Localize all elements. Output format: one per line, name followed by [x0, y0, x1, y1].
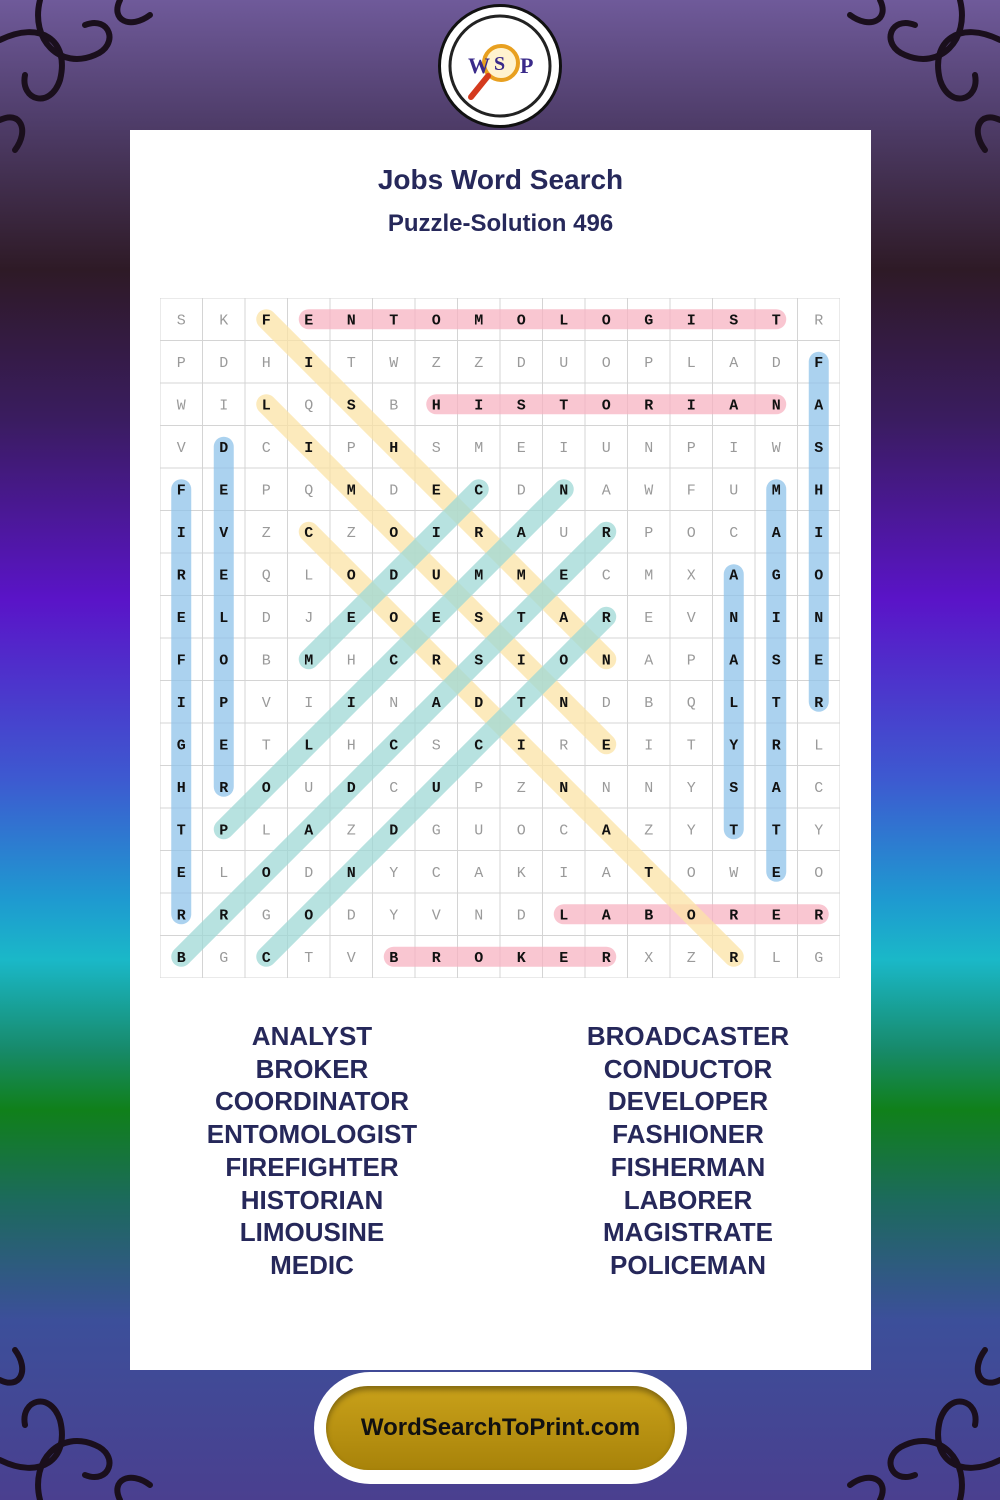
grid-cell-letter[interactable]: M: [474, 567, 484, 585]
grid-cell-letter[interactable]: C: [474, 482, 484, 500]
grid-cell-letter[interactable]: S: [431, 737, 441, 755]
grid-cell-letter[interactable]: S: [516, 397, 526, 415]
grid-cell-letter[interactable]: E: [559, 949, 569, 967]
page-subtitle: Puzzle-Solution 496: [387, 210, 614, 237]
grid-cell-letter[interactable]: H: [176, 779, 186, 797]
grid-cell-letter[interactable]: T: [771, 694, 781, 712]
grid-cell-letter[interactable]: B: [644, 907, 654, 925]
grid-cell-letter[interactable]: D: [516, 354, 526, 372]
grid-cell-letter[interactable]: I: [304, 439, 314, 457]
grid-cell-letter[interactable]: E: [814, 652, 824, 670]
grid-cell-letter[interactable]: I: [176, 524, 186, 542]
grid-cell-letter[interactable]: V: [431, 907, 441, 925]
grid-cell-letter[interactable]: N: [601, 779, 611, 797]
grid-cell-letter[interactable]: R: [601, 524, 611, 542]
grid-cell-letter[interactable]: L: [771, 949, 781, 967]
grid-cell-letter[interactable]: N: [644, 779, 654, 797]
grid-cell-letter[interactable]: A: [729, 567, 739, 585]
grid-cell-letter[interactable]: I: [304, 354, 314, 372]
grid-cell-letter[interactable]: Z: [474, 354, 484, 372]
grid-cell-letter[interactable]: E: [601, 737, 611, 755]
grid-cell-letter[interactable]: P: [474, 779, 484, 797]
grid-cell-letter[interactable]: E: [644, 609, 654, 627]
word-list-item: LIMOUSINE: [239, 1217, 385, 1248]
grid-cell-letter[interactable]: A: [771, 779, 781, 797]
grid-cell-letter[interactable]: O: [686, 907, 696, 925]
grid-cell-letter[interactable]: A: [601, 482, 611, 500]
grid-cell-letter[interactable]: I: [304, 694, 314, 712]
grid-cell-letter[interactable]: V: [346, 949, 356, 967]
wsp-logo-graphic: [441, 7, 559, 125]
grid-cell-letter[interactable]: X: [644, 949, 654, 967]
grid-cell-letter[interactable]: A: [516, 524, 526, 542]
grid-cell-letter[interactable]: O: [389, 609, 399, 627]
grid-cell-letter[interactable]: O: [601, 397, 611, 415]
grid-cell-letter[interactable]: D: [771, 354, 781, 372]
grid-cell-letter[interactable]: T: [686, 737, 696, 755]
grid-cell-letter[interactable]: E: [431, 482, 441, 500]
grid-cell-letter[interactable]: I: [176, 694, 186, 712]
word-list-item: LABORER: [623, 1184, 753, 1215]
grid-cell-letter[interactable]: D: [304, 864, 314, 882]
grid-cell-letter[interactable]: C: [261, 949, 271, 967]
grid-cell-letter[interactable]: S: [176, 312, 186, 330]
grid-cell-letter[interactable]: Z: [346, 524, 356, 542]
grid-cell-letter[interactable]: C: [729, 524, 739, 542]
grid-cell-letter[interactable]: N: [559, 779, 569, 797]
grid-cell-letter[interactable]: M: [474, 439, 484, 457]
grid-cell-letter[interactable]: V: [261, 694, 271, 712]
grid-cell-letter[interactable]: Q: [304, 397, 314, 415]
grid-cell-letter[interactable]: L: [814, 737, 824, 755]
grid-cell-letter[interactable]: T: [304, 949, 314, 967]
grid-cell-letter[interactable]: I: [686, 312, 696, 330]
grid-cell-letter[interactable]: I: [814, 524, 824, 542]
grid-cell-letter[interactable]: A: [814, 397, 824, 415]
grid-cell-letter[interactable]: N: [644, 439, 654, 457]
grid-cell-letter[interactable]: L: [304, 737, 314, 755]
grid-cell-letter[interactable]: H: [346, 652, 356, 670]
grid-cell-letter[interactable]: N: [389, 694, 399, 712]
grid-cell-letter[interactable]: U: [559, 524, 569, 542]
grid-cell-letter[interactable]: P: [219, 822, 229, 840]
grid-cell-letter[interactable]: D: [601, 694, 611, 712]
grid-cell-letter[interactable]: D: [389, 567, 399, 585]
grid-cell-letter[interactable]: I: [516, 737, 526, 755]
grid-cell-letter[interactable]: C: [474, 737, 484, 755]
grid-cell-letter[interactable]: H: [346, 737, 356, 755]
grid-cell-letter[interactable]: D: [389, 822, 399, 840]
grid-cell-letter[interactable]: G: [261, 907, 271, 925]
grid-cell-letter[interactable]: O: [601, 354, 611, 372]
grid-cell-letter[interactable]: Z: [644, 822, 654, 840]
grid-cell-letter[interactable]: T: [771, 312, 781, 330]
grid-cell-letter[interactable]: S: [814, 439, 824, 457]
grid-cell-letter[interactable]: D: [346, 907, 356, 925]
grid-cell-letter[interactable]: H: [261, 354, 271, 372]
grid-cell-letter[interactable]: D: [516, 907, 526, 925]
grid-cell-letter[interactable]: U: [474, 822, 484, 840]
grid-cell-letter[interactable]: E: [431, 609, 441, 627]
grid-cell-letter[interactable]: I: [474, 397, 484, 415]
grid-cell-letter[interactable]: C: [261, 439, 271, 457]
grid-cell-letter[interactable]: N: [559, 694, 569, 712]
grid-cell-letter[interactable]: B: [389, 949, 399, 967]
grid-cell-letter[interactable]: G: [644, 312, 654, 330]
grid-cell-letter[interactable]: C: [559, 822, 569, 840]
grid-cell-letter[interactable]: I: [559, 864, 569, 882]
grid-cell-letter[interactable]: E: [219, 567, 229, 585]
word-list-item: DEVELOPER: [607, 1086, 769, 1117]
grid-cell-letter[interactable]: R: [601, 609, 611, 627]
grid-cell-letter[interactable]: A: [729, 652, 739, 670]
grid-cell-letter[interactable]: L: [219, 864, 229, 882]
grid-cell-letter[interactable]: D: [516, 482, 526, 500]
grid-cell-letter[interactable]: F: [261, 312, 271, 330]
grid-cell-letter[interactable]: E: [219, 482, 229, 500]
grid-cell-letter[interactable]: G: [771, 567, 781, 585]
grid-cell-letter[interactable]: E: [176, 864, 186, 882]
logo-letter-p: P: [520, 53, 534, 78]
grid-cell-letter[interactable]: C: [389, 779, 399, 797]
grid-cell-letter[interactable]: H: [389, 439, 399, 457]
grid-cell-letter[interactable]: M: [304, 652, 314, 670]
footer-badge: [314, 1372, 687, 1484]
grid-cell-letter[interactable]: P: [219, 694, 229, 712]
word-list-right: [518, 1020, 858, 1282]
grid-cell-letter[interactable]: M: [771, 482, 781, 500]
grid-cell-letter[interactable]: H: [814, 482, 824, 500]
grid-cell-letter[interactable]: L: [304, 567, 314, 585]
grid-cell-letter[interactable]: W: [644, 482, 654, 500]
grid-cell-letter[interactable]: T: [516, 694, 526, 712]
grid-cell-letter[interactable]: O: [389, 524, 399, 542]
grid-cell-letter[interactable]: I: [559, 439, 569, 457]
grid-cell-letter[interactable]: S: [431, 439, 441, 457]
word-list-item: HISTORIAN: [240, 1184, 384, 1215]
word-list-item: POLICEMAN: [610, 1249, 766, 1280]
grid-cell-letter[interactable]: W: [176, 397, 186, 415]
grid-cell-letter[interactable]: T: [516, 609, 526, 627]
grid-cell-letter[interactable]: P: [176, 354, 186, 372]
grid-cell-letter[interactable]: O: [346, 567, 356, 585]
grid-cell-letter[interactable]: U: [304, 779, 314, 797]
grid-cell-letter[interactable]: P: [686, 439, 696, 457]
grid-cell-letter[interactable]: D: [219, 439, 229, 457]
grid-cell-letter[interactable]: P: [686, 652, 696, 670]
grid-cell-letter[interactable]: A: [304, 822, 314, 840]
grid-cell-letter[interactable]: O: [474, 949, 484, 967]
grid-cell-letter[interactable]: D: [346, 779, 356, 797]
wsp-logo[interactable]: [438, 4, 562, 128]
grid-cell-letter[interactable]: R: [176, 907, 186, 925]
grid-cell-letter[interactable]: Z: [261, 524, 271, 542]
grid-cell-letter[interactable]: L: [219, 609, 229, 627]
grid-cell-letter[interactable]: D: [219, 354, 229, 372]
grid-cell-letter[interactable]: T: [559, 397, 569, 415]
grid-cell-letter[interactable]: A: [431, 694, 441, 712]
grid-cell-letter[interactable]: G: [176, 737, 186, 755]
word-list-item: MAGISTRATE: [603, 1217, 773, 1248]
grid-cell-letter[interactable]: R: [431, 652, 441, 670]
site-link[interactable]: WordSearchToPrint.com: [326, 1386, 675, 1470]
grid-cell-letter[interactable]: N: [346, 864, 356, 882]
grid-cell-letter[interactable]: B: [644, 694, 654, 712]
grid-cell-letter[interactable]: R: [601, 949, 611, 967]
grid-cell-letter[interactable]: I: [644, 737, 654, 755]
grid-cell-letter[interactable]: V: [219, 524, 229, 542]
grid-cell-letter[interactable]: E: [176, 609, 186, 627]
word-list-item: COORDINATOR: [214, 1086, 410, 1117]
grid-cell-letter[interactable]: M: [644, 567, 654, 585]
grid-cell-letter[interactable]: N: [601, 652, 611, 670]
grid-cell-letter[interactable]: A: [601, 864, 611, 882]
grid-cell-letter[interactable]: Z: [346, 822, 356, 840]
grid-cell-letter[interactable]: I: [346, 694, 356, 712]
word-list-item: ANALYST: [251, 1021, 373, 1051]
grid-cell-letter[interactable]: A: [729, 354, 739, 372]
grid-cell-letter[interactable]: Y: [814, 822, 824, 840]
grid-cell-letter[interactable]: Z: [431, 354, 441, 372]
grid-cell-letter[interactable]: R: [219, 907, 229, 925]
grid-cell-letter[interactable]: V: [686, 609, 696, 627]
grid-cell-letter[interactable]: C: [431, 864, 441, 882]
grid-cell-letter[interactable]: R: [559, 737, 569, 755]
grid-cell-letter[interactable]: C: [389, 737, 399, 755]
grid-cell-letter[interactable]: R: [814, 907, 824, 925]
grid-cell-letter[interactable]: S: [729, 312, 739, 330]
word-search-grid-svg: [160, 298, 840, 978]
grid-cell-letter[interactable]: Y: [729, 737, 739, 755]
grid-cell-letter[interactable]: Q: [686, 694, 696, 712]
grid-cell-letter[interactable]: N: [346, 312, 356, 330]
grid-cell-letter[interactable]: E: [346, 609, 356, 627]
grid-cell-letter[interactable]: O: [686, 864, 696, 882]
grid-cell-letter[interactable]: A: [559, 609, 569, 627]
grid-cell-letter[interactable]: T: [729, 822, 739, 840]
word-list-item: BROADCASTER: [586, 1021, 790, 1051]
grid-cell-letter[interactable]: T: [771, 822, 781, 840]
grid-cell-letter[interactable]: N: [559, 482, 569, 500]
grid-cell-letter[interactable]: T: [261, 737, 271, 755]
word-list-item: MEDIC: [270, 1249, 354, 1280]
grid-cell-letter[interactable]: I: [771, 609, 781, 627]
grid-cell-letter[interactable]: U: [431, 779, 441, 797]
grid-cell-letter[interactable]: F: [814, 354, 824, 372]
grid-cell-letter[interactable]: N: [474, 907, 484, 925]
grid-cell-letter[interactable]: B: [261, 652, 271, 670]
grid-cell-letter[interactable]: Z: [516, 779, 526, 797]
grid-cell-letter[interactable]: C: [304, 524, 314, 542]
grid-cell-letter[interactable]: T: [346, 354, 356, 372]
grid-cell-letter[interactable]: P: [644, 524, 654, 542]
grid-cell-letter[interactable]: E: [304, 312, 314, 330]
grid-cell-letter[interactable]: R: [771, 737, 781, 755]
word-search-grid[interactable]: [160, 298, 840, 978]
grid-cell-letter[interactable]: R: [219, 779, 229, 797]
grid-cell-letter[interactable]: O: [516, 822, 526, 840]
grid-cell-letter[interactable]: L: [559, 907, 569, 925]
grid-cell-letter[interactable]: C: [601, 567, 611, 585]
grid-cell-letter[interactable]: R: [814, 312, 824, 330]
grid-cell-letter[interactable]: H: [431, 397, 441, 415]
grid-cell-letter[interactable]: L: [559, 312, 569, 330]
grid-cell-letter[interactable]: O: [261, 779, 271, 797]
grid-cell-letter[interactable]: Q: [261, 567, 271, 585]
grid-cell-letter[interactable]: O: [814, 567, 824, 585]
grid-cell-letter[interactable]: C: [389, 652, 399, 670]
grid-cell-letter[interactable]: K: [516, 949, 526, 967]
grid-cell-letter[interactable]: R: [729, 949, 739, 967]
grid-cell-letter[interactable]: A: [771, 524, 781, 542]
grid-cell-letter[interactable]: O: [559, 652, 569, 670]
grid-cell-letter[interactable]: A: [474, 864, 484, 882]
grid-cell-letter[interactable]: R: [474, 524, 484, 542]
grid-cell-letter[interactable]: I: [431, 524, 441, 542]
grid-cell-letter[interactable]: M: [516, 567, 526, 585]
word-list-item: ENTOMOLOGIST: [206, 1119, 418, 1150]
grid-cell-letter[interactable]: O: [686, 524, 696, 542]
grid-cell-letter[interactable]: E: [771, 864, 781, 882]
logo-letter-w: W: [468, 53, 490, 78]
grid-cell-letter[interactable]: E: [771, 907, 781, 925]
grid-cell-letter[interactable]: R: [729, 907, 739, 925]
grid-cell-letter[interactable]: N: [771, 397, 781, 415]
grid-cell-letter[interactable]: S: [346, 397, 356, 415]
page-title: Jobs Word Search: [377, 164, 624, 195]
grid-cell-letter[interactable]: L: [729, 694, 739, 712]
grid-cell-letter[interactable]: I: [729, 439, 739, 457]
grid-cell-letter[interactable]: U: [431, 567, 441, 585]
grid-cell-letter[interactable]: E: [219, 737, 229, 755]
grid-cell-letter[interactable]: O: [304, 907, 314, 925]
grid-cell-letter[interactable]: R: [176, 567, 186, 585]
grid-cell-letter[interactable]: G: [431, 822, 441, 840]
word-list-item: FIREFIGHTER: [225, 1151, 399, 1182]
grid-cell-letter[interactable]: A: [729, 397, 739, 415]
grid-cell-letter[interactable]: W: [771, 439, 781, 457]
grid-cell-letter[interactable]: F: [176, 482, 186, 500]
grid-cell-letter[interactable]: C: [814, 779, 824, 797]
grid-cell-letter[interactable]: R: [814, 694, 824, 712]
grid-cell-letter[interactable]: T: [176, 822, 186, 840]
grid-cell-letter[interactable]: R: [644, 397, 654, 415]
grid-cell-letter[interactable]: M: [474, 312, 484, 330]
grid-cell-letter[interactable]: A: [601, 822, 611, 840]
grid-cell-letter[interactable]: U: [729, 482, 739, 500]
grid-cell-letter[interactable]: N: [814, 609, 824, 627]
grid-cell-letter[interactable]: Y: [686, 779, 696, 797]
grid-cell-letter[interactable]: E: [559, 567, 569, 585]
grid-cell-letter[interactable]: O: [814, 864, 824, 882]
grid-cell-letter[interactable]: N: [729, 609, 739, 627]
grid-cell-letter[interactable]: X: [686, 567, 696, 585]
grid-cell-letter[interactable]: F: [176, 652, 186, 670]
grid-cell-letter[interactable]: G: [814, 949, 824, 967]
grid-cell-letter[interactable]: O: [516, 312, 526, 330]
grid-cell-letter[interactable]: Y: [686, 822, 696, 840]
grid-cell-letter[interactable]: O: [601, 312, 611, 330]
grid-cell-letter[interactable]: M: [346, 482, 356, 500]
grid-cell-letter[interactable]: B: [389, 397, 399, 415]
logo-letter-s: S: [494, 53, 506, 75]
grid-cell-letter[interactable]: B: [176, 949, 186, 967]
grid-cell-letter[interactable]: D: [261, 609, 271, 627]
word-list-item: FISHERMAN: [610, 1151, 766, 1182]
word-list-item: BROKER: [255, 1053, 369, 1084]
grid-cell-letter[interactable]: U: [559, 354, 569, 372]
grid-cell-letter[interactable]: Y: [389, 907, 399, 925]
grid-cell-letter[interactable]: A: [644, 652, 654, 670]
grid-cell-letter[interactable]: S: [729, 779, 739, 797]
grid-cell-letter[interactable]: L: [686, 354, 696, 372]
grid-cell-letter[interactable]: J: [304, 609, 314, 627]
grid-cell-letter[interactable]: W: [729, 864, 739, 882]
grid-cell-letter[interactable]: R: [431, 949, 441, 967]
grid-cell-letter[interactable]: Z: [686, 949, 696, 967]
grid-cell-letter[interactable]: L: [261, 397, 271, 415]
grid-cell-letter[interactable]: I: [516, 652, 526, 670]
word-list-item: CONDUCTOR: [603, 1053, 773, 1084]
grid-cell-letter[interactable]: T: [644, 864, 654, 882]
grid-cell-letter[interactable]: S: [474, 609, 484, 627]
grid-cell-letter[interactable]: O: [431, 312, 441, 330]
grid-cell-letter[interactable]: G: [219, 949, 229, 967]
grid-cell-letter[interactable]: T: [389, 312, 399, 330]
grid-cell-letter[interactable]: W: [389, 354, 399, 372]
grid-cell-letter[interactable]: I: [219, 397, 229, 415]
grid-cell-letter[interactable]: F: [686, 482, 696, 500]
grid-cell-letter[interactable]: O: [261, 864, 271, 882]
grid-cell-letter[interactable]: E: [516, 439, 526, 457]
grid-cell-letter[interactable]: K: [516, 864, 526, 882]
puzzle-sheet: [130, 130, 871, 1370]
word-list-item: FASHIONER: [612, 1119, 764, 1150]
grid-cell-letter[interactable]: P: [644, 354, 654, 372]
grid-cell-letter[interactable]: S: [771, 652, 781, 670]
word-list-left: [142, 1020, 482, 1282]
grid-cell-letter[interactable]: P: [261, 482, 271, 500]
grid-cell-letter[interactable]: S: [474, 652, 484, 670]
grid-cell-letter[interactable]: A: [601, 907, 611, 925]
grid-cell-letter[interactable]: O: [219, 652, 229, 670]
grid-cell-letter[interactable]: I: [686, 397, 696, 415]
grid-cell-letter[interactable]: U: [601, 439, 611, 457]
grid-cell-letter[interactable]: V: [176, 439, 186, 457]
grid-cell-letter[interactable]: L: [261, 822, 271, 840]
grid-cell-letter[interactable]: D: [474, 694, 484, 712]
grid-cell-letter[interactable]: P: [346, 439, 356, 457]
grid-cell-letter[interactable]: Y: [389, 864, 399, 882]
grid-cell-letter[interactable]: K: [219, 312, 229, 330]
grid-cell-letter[interactable]: D: [389, 482, 399, 500]
grid-cell-letter[interactable]: Q: [304, 482, 314, 500]
